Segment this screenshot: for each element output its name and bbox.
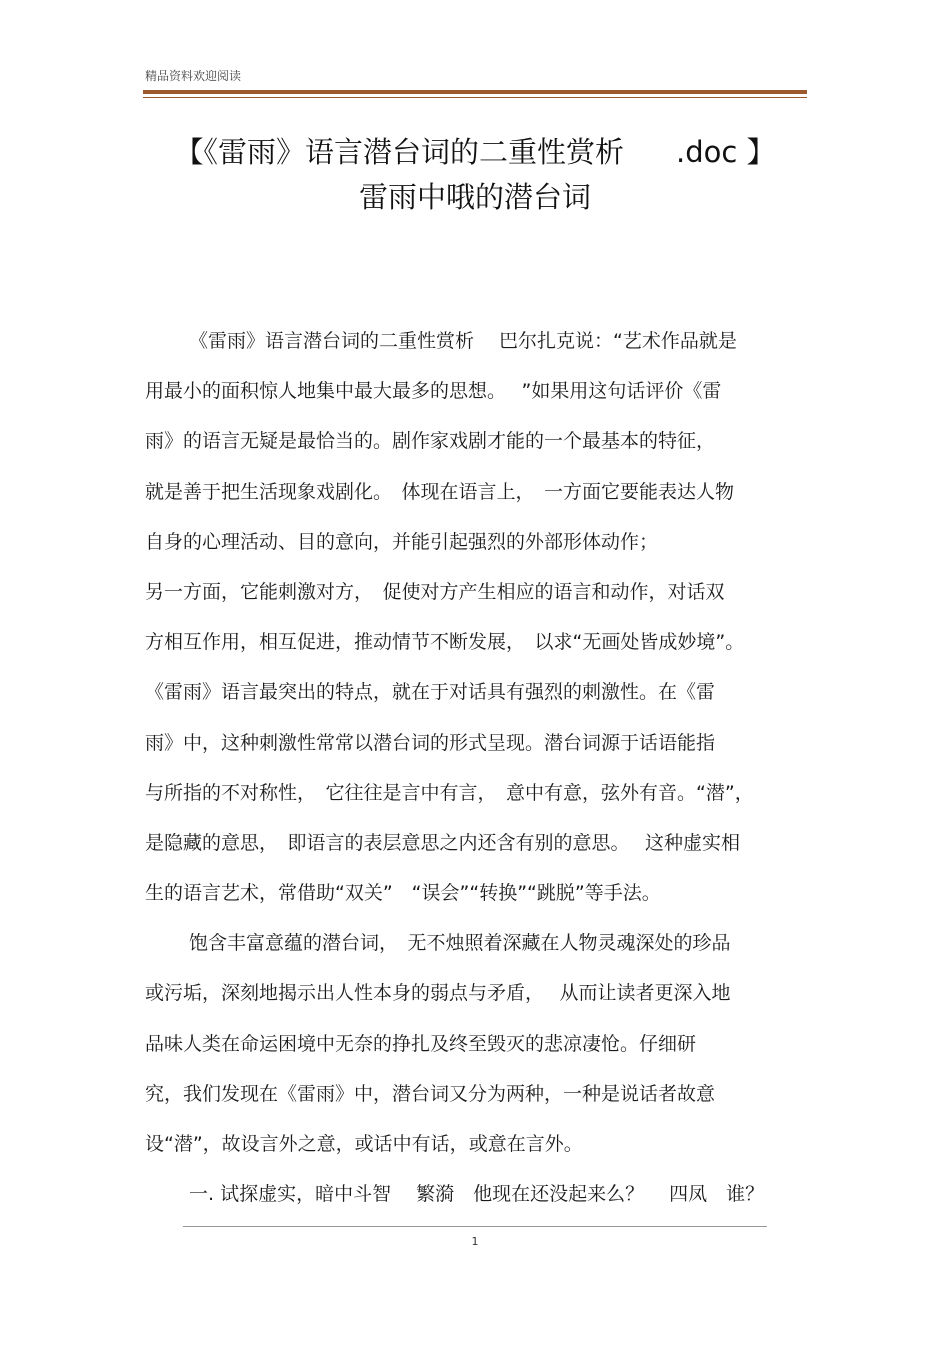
body-line: 《雷雨》语言最突出的特点，就在于对话具有强烈的刺激性。在《雷: [145, 681, 716, 704]
body-line: 饱含丰富意蕴的潜台词， 无不烛照着深藏在人物灵魂深处的珍品: [189, 932, 731, 955]
body-line: 方相互作用，相互促进，推动情节不断发展， 以求“无画处皆成妙境”。: [145, 631, 745, 654]
body-line: 或污垢，深刻地揭示出人性本身的弱点与矛盾， 从而让读者更深入地: [145, 982, 731, 1005]
page-header: 精品资料欢迎阅读: [145, 69, 242, 83]
body-line: 品味人类在命运困境中无奈的挣扎及终至毁灭的悲凉凄怆。仔细研: [145, 1032, 697, 1055]
header-rule-thin: [143, 97, 807, 98]
title-line-2: 雷雨中哦的潜台词: [358, 180, 591, 214]
body-line: 雨》的语言无疑是最恰当的。剧作家戏剧才能的一个最基本的特征，: [145, 430, 716, 453]
title-doc-extension: .doc 】: [675, 135, 776, 169]
footer-rule: [183, 1226, 767, 1227]
body-line: 与所指的不对称性， 它往往是言中有言， 意中有意，弦外有音。“潜”，: [145, 781, 754, 804]
body-text: [145, 323, 825, 1226]
page-number: 1: [471, 1235, 479, 1248]
title-main: 【《雷雨》语言潜台词的二重性赏析: [174, 135, 624, 169]
body-line: 就是善于把生活现象戏剧化。 体现在语言上， 一方面它要能表达人物: [145, 480, 735, 503]
title-line-1: [143, 130, 807, 175]
body-line: 用最小的面积惊人地集中最大最多的思想。 ”如果用这句话评价《雷: [145, 380, 722, 403]
document-title: [143, 130, 807, 220]
body-line: 生的语言艺术，常借助“双关” “误会”“转换”“跳脱”等手法。: [145, 882, 661, 905]
body-line: 究，我们发现在《雷雨》中，潜台词又分为两种，一种是说话者故意: [145, 1082, 716, 1105]
body-line: 自身的心理活动、目的意向，并能引起强烈的外部形体动作；: [145, 530, 659, 553]
body-line: 雨》中，这种刺激性常常以潜台词的形式呈现。潜台词源于话语能指: [145, 731, 716, 754]
body-line: 《雷雨》语言潜台词的二重性赏析 巴尔扎克说：“艺术作品就是: [189, 330, 737, 352]
body-line: 是隐藏的意思， 即语言的表层意思之内还含有别的意思。 这种虚实相: [145, 831, 741, 854]
body-line: 设“潜”，故设言外之意，或话中有话，或意在言外。: [145, 1133, 583, 1155]
header-rule-thick: [143, 90, 807, 94]
body-line: 一. 试探虚实，暗中斗智 繁漪 他现在还没起来么？ 四凤 谁？: [189, 1183, 765, 1206]
body-line: 另一方面，它能刺激对方， 促使对方产生相应的语言和动作，对话双: [145, 580, 725, 603]
